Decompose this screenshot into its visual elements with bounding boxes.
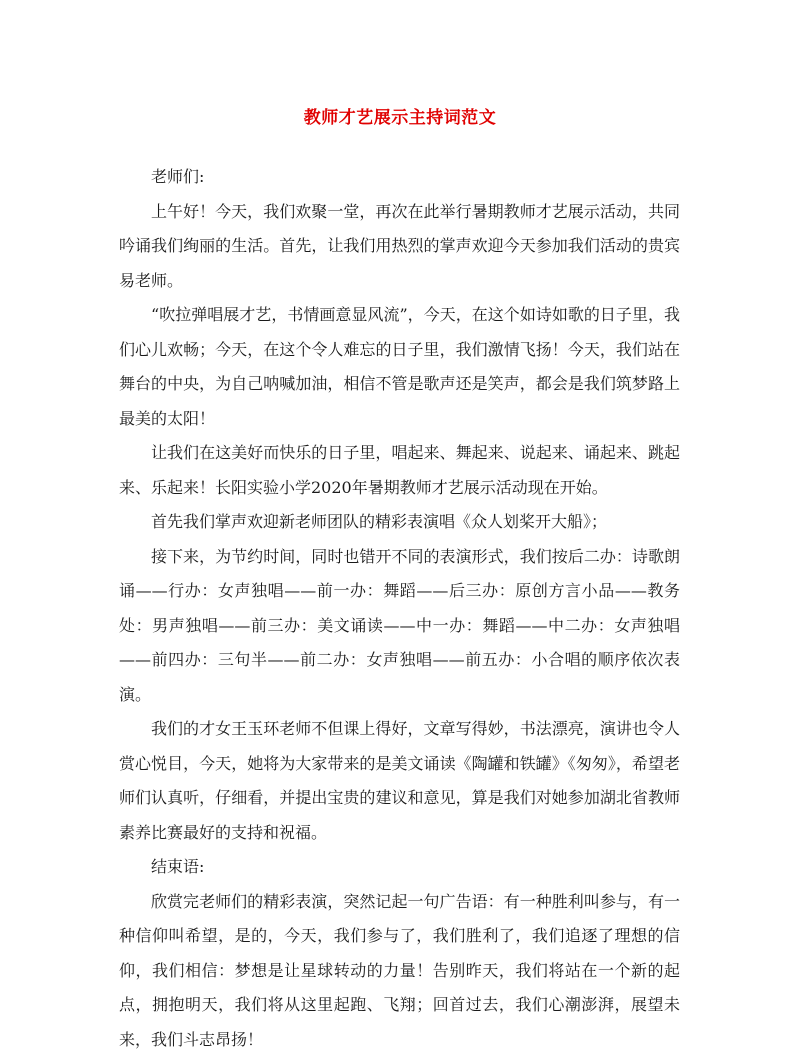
- paragraph-featured-teacher: 我们的才女王玉环老师不但课上得好，文章写得妙，书法漂亮，演讲也令人赏心悦目，今天，她将为大家带来的是美文诵读《陶罐和铁罐》《匆匆》，希望老师们认真听，仔细看，并提出宝贵的建议和意见，算是我们对她参加湖北省教师素养比赛最好的支持和祝福。: [119, 712, 680, 850]
- paragraph-closing-heading: 结束语:: [119, 850, 680, 885]
- document-title: 教师才艺展示主持词范文: [0, 103, 800, 128]
- paragraph-closing: 欣赏完老师们的精彩表演，突然记起一句广告语：有一种胜利叫参与，有一种信仰叫希望，是的，今天，我们参与了，我们胜利了，我们追逐了理想的信仰，我们相信：梦想是让星球转动的力量！告别昨天，我们将站在一个新的起点，拥抱明天，我们将从这里起跑、飞翔；回首过去，我们心潮澎湃，展望未来，我们斗志昂扬！: [119, 885, 680, 1057]
- paragraph-welcome: 上午好！今天，我们欢聚一堂，再次在此举行暑期教师才艺展示活动，共同吟诵我们绚丽的生活。首先，让我们用热烈的掌声欢迎今天参加我们活动的贵宾易老师。: [119, 195, 680, 299]
- paragraph-first-act: 首先我们掌声欢迎新老师团队的精彩表演唱《众人划桨开大船》；: [119, 505, 680, 540]
- paragraph-greeting: 老师们:: [119, 160, 680, 195]
- paragraph-opening: 让我们在这美好而快乐的日子里，唱起来、舞起来、说起来、诵起来、跳起来、乐起来！长阳实验小学2020年暑期教师才艺展示活动现在开始。: [119, 436, 680, 505]
- paragraph-poem: “吹拉弹唱展才艺，书情画意显风流”，今天，在这个如诗如歌的日子里，我们心儿欢畅；今天，在这个令人难忘的日子里，我们激情飞扬！今天，我们站在舞台的中央，为自己呐喊加油，相信不管是歌声还是笑声，都会是我们筑梦路上最美的太阳！: [119, 298, 680, 436]
- document-body: [119, 160, 680, 1057]
- paragraph-program-order: 接下来，为节约时间，同时也错开不同的表演形式，我们按后二办：诗歌朗诵——行办：女声独唱——前一办：舞蹈——后三办：原创方言小品——教务处：男声独唱——前三办：美文诵读——中一办：舞蹈——中二办：女声独唱——前四办：三句半——前二办：女声独唱——前五办：小合唱的顺序依次表演。: [119, 540, 680, 713]
